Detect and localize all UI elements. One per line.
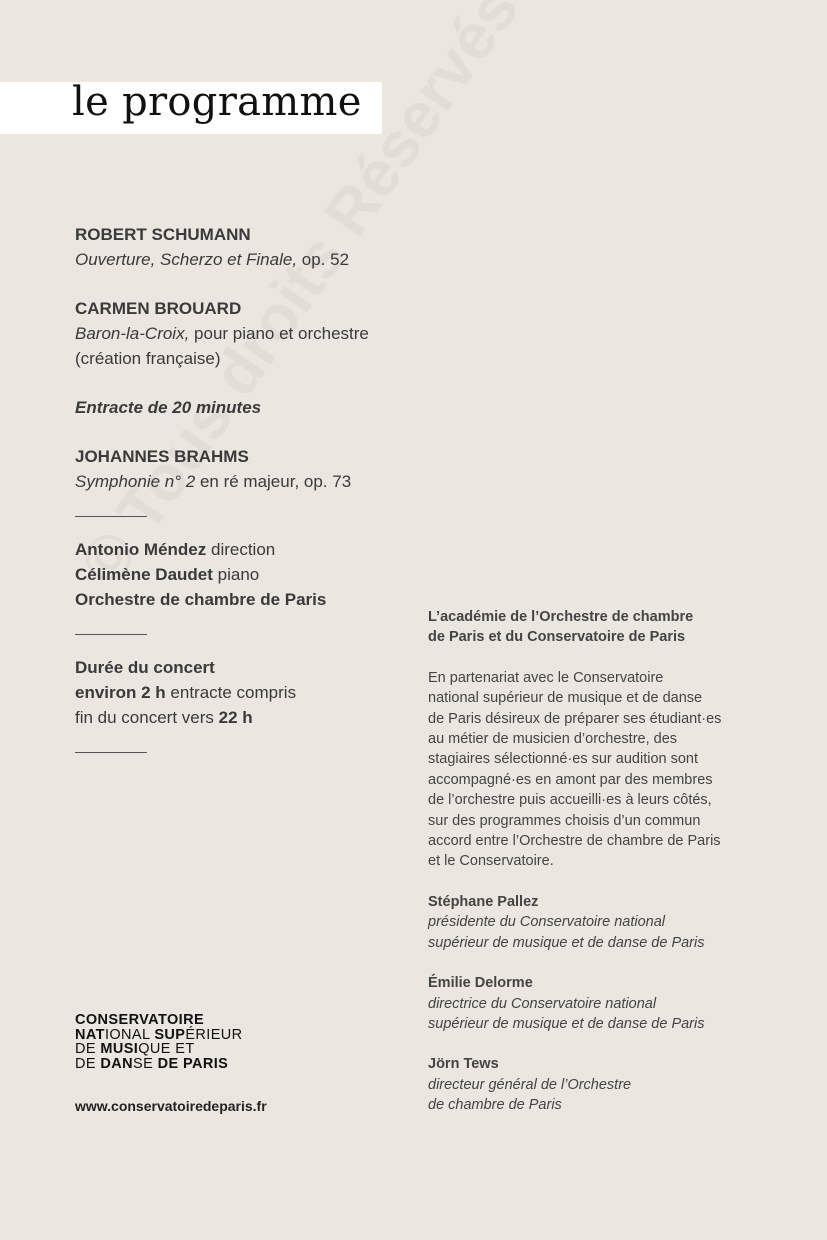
signatory-title: de chambre de Paris bbox=[428, 1097, 562, 1114]
academy-text: sur des programmes choisis d’un commun bbox=[428, 812, 701, 829]
signatory-name: Émilie Delorme bbox=[428, 975, 533, 992]
logo-part: IONAL bbox=[104, 1026, 155, 1043]
signatory-title: directeur général de l’Orchestre bbox=[428, 1076, 632, 1093]
logo-part: DAN bbox=[100, 1055, 133, 1072]
program-column bbox=[75, 222, 415, 773]
work bbox=[75, 247, 415, 272]
signatory-title: présidente du Conservatoire national bbox=[428, 914, 665, 931]
academy-column bbox=[428, 607, 758, 1116]
page-title: le programme bbox=[72, 79, 362, 125]
performer bbox=[75, 562, 415, 587]
performer bbox=[75, 537, 415, 562]
duration-value: environ 2 h bbox=[75, 683, 166, 702]
duration-line bbox=[75, 705, 415, 730]
intermission: Entracte de 20 minutes bbox=[75, 398, 262, 417]
logo-line: CONSERVATOIRE bbox=[75, 1012, 205, 1028]
divider bbox=[75, 516, 147, 517]
work bbox=[75, 469, 415, 494]
logo-part: QUE ET bbox=[138, 1041, 195, 1058]
end-time-label: fin du concert vers bbox=[75, 708, 219, 727]
logo-part: ÉRIEUR bbox=[185, 1026, 243, 1043]
performer-name: Orchestre de chambre de Paris bbox=[75, 590, 327, 609]
academy-text: et le Conservatoire. bbox=[428, 853, 554, 870]
logo-part: NAT bbox=[75, 1026, 105, 1043]
academy-text: de Paris désireux de préparer ses étudiant·es bbox=[428, 710, 722, 727]
academy-heading: de Paris et du Conservatoire de Paris bbox=[428, 629, 686, 646]
divider bbox=[75, 634, 147, 635]
work-title: Symphonie n° 2 bbox=[75, 472, 196, 491]
logo-line bbox=[75, 1042, 243, 1057]
logo-part: DE bbox=[75, 1041, 101, 1058]
logo-line bbox=[75, 1028, 243, 1043]
academy-text: au métier de musicien d’orchestre, des bbox=[428, 731, 678, 748]
work-details: pour piano et orchestre bbox=[189, 324, 369, 343]
signatory-name: Jörn Tews bbox=[428, 1056, 499, 1073]
duration-line bbox=[75, 680, 415, 705]
logo-part: DE PARIS bbox=[157, 1055, 229, 1072]
performer-name: Célimène Daudet bbox=[75, 565, 213, 584]
academy-heading: L’académie de l’Orchestre de chambre bbox=[428, 609, 694, 625]
work-details: en ré majeur, op. 73 bbox=[195, 472, 352, 491]
logo-part: DE bbox=[75, 1055, 101, 1072]
academy-text: accompagné·es en amont par des membres bbox=[428, 771, 713, 788]
logo-part: SUP bbox=[154, 1026, 186, 1043]
logo-line bbox=[75, 1057, 243, 1072]
performer-role: piano bbox=[212, 565, 260, 584]
divider bbox=[75, 752, 147, 753]
conservatoire-logo bbox=[75, 1013, 243, 1071]
end-time-value: 22 h bbox=[218, 708, 253, 727]
composer: ROBERT SCHUMANN bbox=[75, 225, 251, 244]
performer-role: direction bbox=[206, 540, 276, 559]
academy-text: accord entre l’Orchestre de chambre de Paris bbox=[428, 833, 721, 850]
logo-part: SE bbox=[133, 1055, 158, 1072]
academy-text: En partenariat avec le Conservatoire bbox=[428, 669, 664, 686]
work-details: op. 52 bbox=[297, 250, 350, 269]
signatory-name: Stéphane Pallez bbox=[428, 893, 539, 910]
performer-name: Antonio Méndez bbox=[75, 540, 207, 559]
work-title: Baron-la-Croix, bbox=[75, 324, 190, 343]
composer: CARMEN BROUARD bbox=[75, 299, 242, 318]
work bbox=[75, 321, 415, 346]
duration-note: entracte compris bbox=[165, 683, 297, 702]
duration-heading: Durée du concert bbox=[75, 658, 215, 677]
logo-part: MUSI bbox=[100, 1041, 139, 1058]
website-link[interactable]: www.conservatoiredeparis.fr bbox=[75, 1098, 267, 1114]
signatory-title: supérieur de musique et de danse de Paris bbox=[428, 1015, 705, 1032]
signatory-title: supérieur de musique et de danse de Paris bbox=[428, 934, 705, 951]
performer bbox=[75, 587, 415, 612]
academy-text: national supérieur de musique et de danse bbox=[428, 690, 703, 707]
work-title: Ouverture, Scherzo et Finale, bbox=[75, 250, 298, 269]
signatory-title: directrice du Conservatoire national bbox=[428, 995, 657, 1012]
academy-text: de l’orchestre puis accueilli·es à leurs côtés, bbox=[428, 792, 712, 809]
academy-text: stagiaires sélectionné·es sur audition sont bbox=[428, 751, 699, 768]
work-note: (création française) bbox=[75, 349, 221, 368]
composer: JOHANNES BRAHMS bbox=[75, 447, 249, 466]
